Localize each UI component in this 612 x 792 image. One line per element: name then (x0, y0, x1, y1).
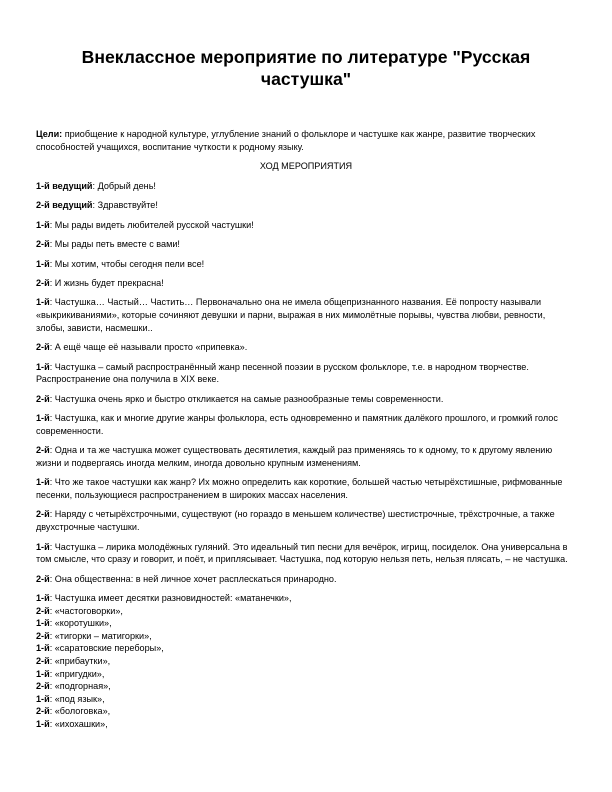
section-heading: ХОД МЕРОПРИЯТИЯ (259, 161, 353, 172)
speaker-text: : «пригудки», (49, 668, 105, 679)
speaker-label: 2-й ведущий (36, 200, 93, 211)
goals-label: Цели: (36, 129, 63, 139)
dialogue-line (36, 296, 576, 334)
dialogue-line (36, 341, 576, 354)
speaker-text: : «прибаутки», (49, 656, 111, 667)
speaker-text: : Наряду с четырёхстрочными, существуют (но гораздо в меньшем количестве) шестистрочные, трёхстрочные, а также двухстрочные частушки. (36, 509, 555, 533)
speaker-label: 2-й (36, 573, 50, 584)
document-title: Внеклассное мероприятие по литературе "Русская частушка" (81, 47, 531, 89)
speaker-label: 1-й (36, 693, 50, 704)
speaker-label: 2-й (36, 342, 50, 353)
dialogue (36, 180, 576, 586)
variety-line (36, 705, 576, 718)
speaker-text: : «подгорная», (49, 681, 111, 692)
speaker-label: 1-й (36, 361, 50, 372)
speaker-label: 2-й (36, 656, 50, 667)
speaker-label: 1-й (36, 668, 50, 679)
dialogue-line (36, 199, 576, 212)
speaker-text: : «тигорки – матигорки», (49, 630, 152, 641)
speaker-text: : Мы рады видеть любителей русской частушки! (49, 219, 254, 230)
variety-line (36, 655, 576, 668)
variety-line (36, 630, 576, 643)
speaker-text: : Здравствуйте! (92, 200, 158, 211)
variety-line (36, 605, 576, 618)
dialogue-line (36, 508, 576, 533)
speaker-label: 1-й (36, 258, 50, 269)
speaker-text: : Она общественна: в ней личное хочет расплескаться принародно. (49, 573, 337, 584)
speaker-label: 1-й (36, 618, 50, 629)
speaker-label: 2-й (36, 706, 50, 717)
speaker-label: 1-й (36, 219, 50, 230)
speaker-text: : Мы рады петь вместе с вами! (49, 239, 180, 250)
dialogue-line (36, 541, 576, 566)
dialogue-line (36, 444, 576, 469)
speaker-label: 1-й (36, 297, 50, 308)
dialogue-line (36, 393, 576, 406)
dialogue-line (36, 476, 576, 501)
variety-line (36, 680, 576, 693)
speaker-text: : Одна и та же частушка может существовать десятилетия, каждый раз применяясь то к одному, то к другому явлению жизни и подвергаясь иногда мелким, иногда довольно крупным изменениям. (36, 445, 553, 468)
variety-line (36, 668, 576, 681)
speaker-label: 2-й (36, 277, 50, 288)
speaker-label: 1-й (36, 413, 50, 424)
speaker-text: : Добрый день! (92, 180, 156, 191)
speaker-label: 2-й (36, 681, 50, 692)
speaker-label: 2-й (36, 509, 50, 520)
speaker-text: : Частушка очень ярко и быстро откликается на самые разнообразные темы современности. (49, 393, 444, 404)
speaker-label: 2-й (36, 605, 50, 616)
document-body (36, 128, 576, 731)
speaker-text: : Мы хотим, чтобы сегодня пели все! (49, 258, 205, 269)
speaker-label: 1-й (36, 593, 50, 604)
speaker-label: 2-й (36, 393, 50, 404)
dialogue-line (36, 412, 576, 437)
speaker-label: 2-й (36, 445, 50, 456)
speaker-label: 1-й (36, 477, 50, 488)
speaker-text: : «бологовка», (49, 706, 111, 717)
varieties-list (36, 592, 576, 731)
goals-paragraph (36, 128, 576, 153)
dialogue-line (36, 258, 576, 271)
speaker-label: 1-й (36, 719, 50, 729)
speaker-label: 2-й (36, 630, 50, 641)
speaker-text: : «ихохашки», (49, 719, 108, 729)
variety-line (36, 642, 576, 655)
speaker-text: : «коротушки», (49, 618, 112, 629)
speaker-label: 2-й (36, 239, 50, 250)
dialogue-line (36, 238, 576, 251)
speaker-text: : «под язык», (49, 693, 105, 704)
speaker-text: : Частушка… Частый… Частить… Первоначально она не имела общепризнанного названия. Её попросту называли «выкрикиваниями», которые сочиняют девушки и парни, выражая в них мимолётные порывы, чувства любви, ревности, злобы, зависти, насмешки.. (36, 297, 546, 333)
speaker-text: : Частушка – лирика молодёжных гуляний. Это идеальный тип песни для вечёрок, игрищ, посиделок. Она универсальна в том смысле, что сразу и говорит, и поёт, и приплясывает. Частушка, под которую нельзя петь, нельзя плясать, – не частушка. (36, 541, 568, 565)
speaker-text: : «частоговорки», (49, 605, 123, 616)
speaker-text: : Частушка – самый распространённый жанр песенной поэзии в русском фольклоре, т.е. в народном творчестве. Распространение она получила в XIX веке. (36, 361, 529, 385)
dialogue-line (36, 180, 576, 193)
dialogue-line (36, 219, 576, 232)
speaker-label: 1-й ведущий (36, 180, 93, 191)
speaker-text: : Частушка, как и многие другие жанры фольклора, есть одновременно и памятник далёкого прошлого, и громкий голос современности. (36, 413, 558, 436)
speaker-text: : Что же такое частушки как жанр? Их можно определить как короткие, большей частью четырёхстишные, рифмованные песенки, пользующиеся распространением в широких массах населения. (36, 477, 563, 500)
variety-line (36, 693, 576, 706)
variety-line (36, 592, 576, 605)
dialogue-line (36, 573, 576, 586)
speaker-label: 1-й (36, 643, 50, 654)
variety-line (36, 617, 576, 630)
variety-line (36, 718, 576, 731)
dialogue-line (36, 277, 576, 290)
speaker-text: : И жизнь будет прекрасна! (49, 277, 164, 288)
speaker-text: : А ещё чаще её называли просто «припевка». (49, 342, 248, 353)
dialogue-line (36, 361, 576, 386)
speaker-text: : «саратовские переборы», (49, 643, 164, 654)
speaker-text: : Частушка имеет десятки разновидностей: «матанечки», (49, 593, 292, 604)
speaker-label: 1-й (36, 541, 50, 552)
goals-text: приобщение к народной культуре, углубление знаний о фольклоре и частушке как жанре, развитие творческих способностей учащихся, воспитание чуткости к родному языку. (36, 129, 536, 152)
